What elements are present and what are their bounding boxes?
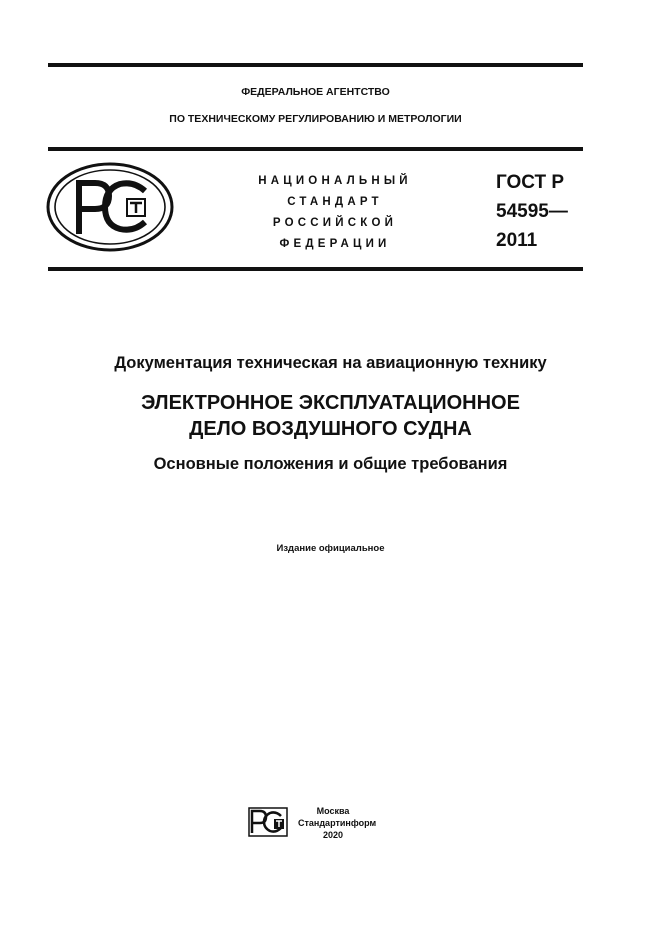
gost-designation bbox=[496, 168, 568, 255]
gost-line: 54595— bbox=[496, 201, 568, 222]
main-title-line: ЭЛЕКТРОННОЕ ЭКСПЛУАТАЦИОННОЕ bbox=[141, 392, 520, 414]
document-series-title: Документация техническая на авиационную технику bbox=[114, 354, 547, 372]
header-rule bbox=[48, 147, 583, 151]
top-rule bbox=[48, 63, 583, 67]
block-rule bbox=[48, 267, 583, 271]
document-main-title bbox=[0, 390, 661, 442]
national-line: НАЦИОНАЛЬНЫЙ bbox=[258, 175, 412, 187]
publisher-city: Москва bbox=[316, 806, 350, 816]
edition-label: Издание официальное bbox=[276, 543, 385, 554]
publisher-year: 2020 bbox=[322, 830, 344, 840]
gost-line: ГОСТ Р bbox=[496, 172, 565, 193]
national-line: РОССИЙСКОЙ bbox=[272, 217, 398, 229]
standartinform-logo-icon bbox=[248, 807, 288, 837]
gost-line: 2011 bbox=[496, 230, 538, 251]
agency-line-2: ПО ТЕХНИЧЕСКОМУ РЕГУЛИРОВАНИЮ И МЕТРОЛОГИИ bbox=[169, 113, 462, 125]
national-line: СТАНДАРТ bbox=[287, 196, 383, 208]
document-subtitle: Основные положения и общие требования bbox=[153, 455, 508, 473]
main-title-line: ДЕЛО ВОЗДУШНОГО СУДНА bbox=[189, 418, 472, 440]
national-line: ФЕДЕРАЦИИ bbox=[279, 238, 391, 250]
rst-certification-mark-icon bbox=[45, 161, 175, 253]
agency-line-1: ФЕДЕРАЛЬНОЕ АГЕНТСТВО bbox=[241, 86, 390, 98]
publisher-info bbox=[298, 805, 377, 841]
national-standard-label bbox=[225, 171, 445, 255]
publisher-name: Стандартинформ bbox=[298, 818, 377, 828]
